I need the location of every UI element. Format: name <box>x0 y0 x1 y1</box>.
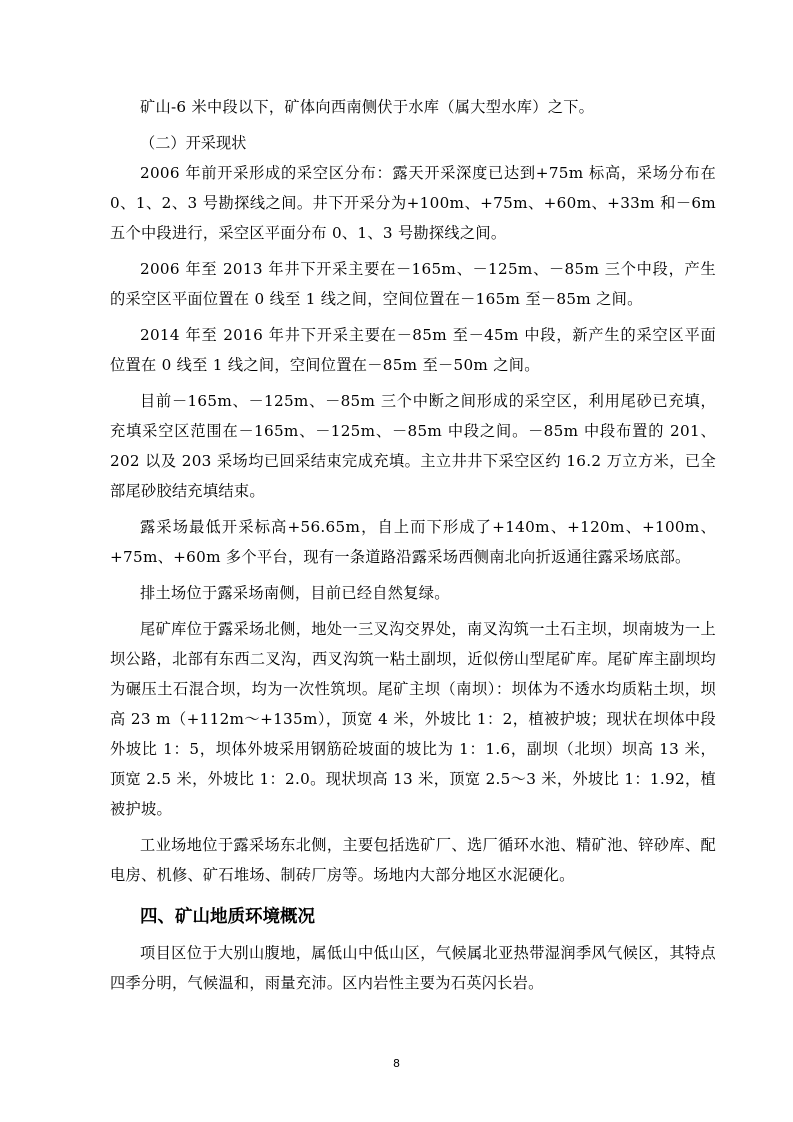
page-content <box>110 92 716 998</box>
paragraph-industrial-site: 工业场地位于露采场东北侧，主要包括选矿厂、选厂循环水池、精矿池、锌砂库、配电房、机修、矿石堆场、制砖厂房等。场地内大部分地区水泥硬化。 <box>110 836 716 884</box>
paragraph-dump: 排土场位于露采场南侧，目前已经自然复绿。 <box>140 584 450 602</box>
paragraph-goaf-before-2006: 2006 年前开采形成的采空区分布：露天开采深度已达到+75m 标高，采场分布在 0、1、2、3 号勘探线之间。井下开采分为+100m、+75m、+60m、+33m 和－6m 五个中段进行，采空区平面分布 0、1、3 号勘探线之间。 <box>110 164 716 242</box>
paragraph-goaf-2014-2016: 2014 年至 2016 年井下开采主要在－85m 至－45m 中段，新产生的采空区平面位置在 0 线至 1 线之间，空间位置在－85m 至－50m 之间。 <box>110 326 716 374</box>
paragraph-backfill: 目前－165m、－125m、－85m 三个中断之间形成的采空区，利用尾砂已充填，充填采空区范围在－165m、－125m、－85m 中段之间。－85m 中段布置的 201、202 以及 203 采场均已回采结束完成充填。主立井井下采空区约 16.2 万立方米，已全部尾砂胶结充填结束。 <box>110 392 716 500</box>
paragraph-project-area: 项目区位于大别山腹地，属低山中低山区，气候属北亚热带湿润季风气候区，其特点四季分明，气候温和，雨量充沛。区内岩性主要为石英闪长岩。 <box>110 944 716 992</box>
paragraph-goaf-2006-2013: 2006 年至 2013 年井下开采主要在－165m、－125m、－85m 三个中段，产生的采空区平面位置在 0 线至 1 线之间，空间位置在－165m 至－85m 之间。 <box>110 260 716 308</box>
page-number: 8 <box>393 1057 400 1070</box>
paragraph-open-pit: 露采场最低开采标高+56.65m，自上而下形成了+140m、+120m、+100m、+75m、+60m 多个平台，现有一条道路沿露采场西侧南北向折返通往露采场底部。 <box>110 518 716 566</box>
paragraph-reservoir: 矿山-6 米中段以下，矿体向西南侧伏于水库（属大型水库）之下。 <box>140 98 595 116</box>
paragraph-tailings-pond: 尾矿库位于露采场北侧，地处一三叉沟交界处，南叉沟筑一土石主坝，坝南坡为一上坝公路，北部有东西二叉沟，西叉沟筑一粘土副坝，近似傍山型尾矿库。尾矿库主副坝均为碾压土石混合坝，均为一次性筑坝。尾矿主坝（南坝）：坝体为不透水均质粘土坝，坝高 23 m（+112m～+135m），顶宽 4 米，外坡比 1：2，植被护坡；现状在坝体中段外坡比 1：5，坝体外坡采用钢筋砼坡面的坡比为 1：1.6，副坝（北坝）坝高 13 米，顶宽 2.5 米，外坡比 1：2.0。现状坝高 13 米，顶宽 2.5～3 米，外坡比 1：1.92，植被护坡。 <box>110 620 716 818</box>
section-title-geology: 四、矿山地质环境概况 <box>140 907 315 927</box>
subheading-mining-status: （二）开采现状 <box>140 134 247 152</box>
